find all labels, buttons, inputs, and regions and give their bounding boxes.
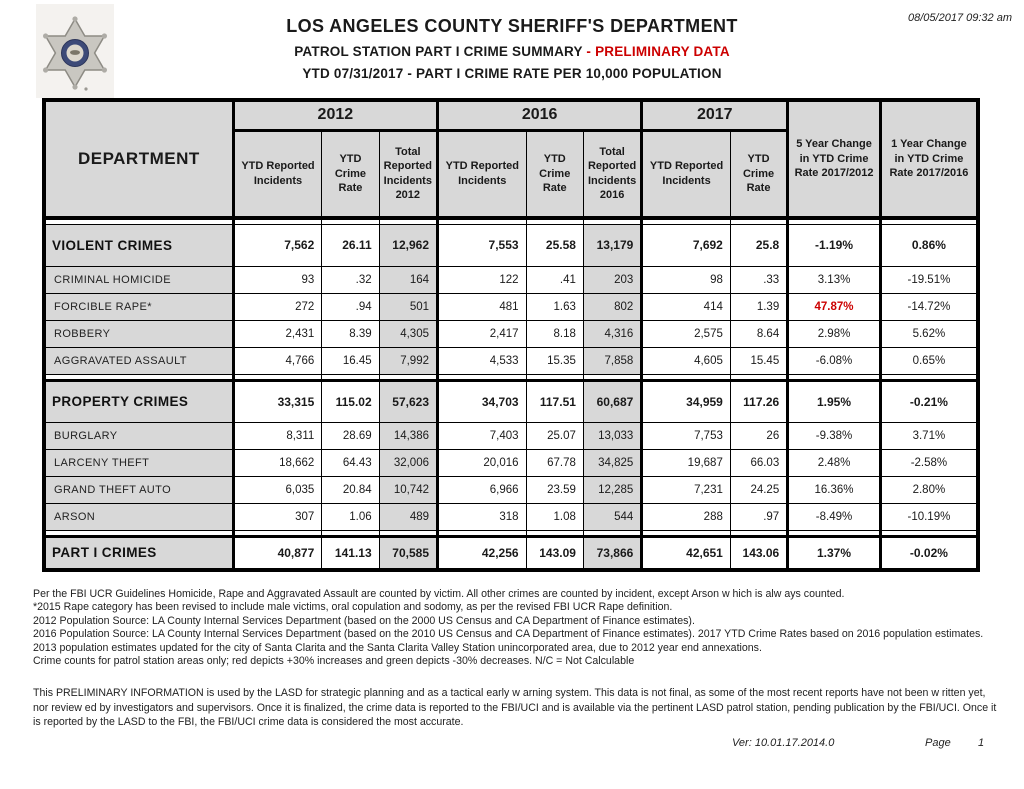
subheader-2012-total: Total Reported Incidents 2012	[379, 130, 437, 218]
report-subtitle	[0, 44, 1024, 59]
value-cell: 7,992	[379, 347, 437, 374]
value-cell: 13,033	[583, 422, 641, 449]
value-cell: 141.13	[322, 536, 379, 570]
value-cell: 143.06	[730, 536, 787, 570]
table-year-header-row	[44, 100, 978, 130]
row-label: VIOLENT CRIMES	[44, 224, 233, 266]
value-cell: 60,687	[583, 380, 641, 422]
value-cell: -10.19%	[880, 503, 978, 530]
value-cell: 19,687	[642, 449, 731, 476]
value-cell: 117.51	[526, 380, 583, 422]
footnote-line: Crime counts for patrol station areas only; red depicts +30% increases and green depicts -30% decreases. N/C = Not Calculable	[33, 655, 635, 668]
subheader-2012-crime-rate: YTD Crime Rate	[322, 130, 379, 218]
value-cell: 117.26	[730, 380, 787, 422]
value-cell: 2.48%	[788, 449, 881, 476]
value-cell: 12,962	[379, 224, 437, 266]
value-cell: 4,533	[438, 347, 527, 374]
value-cell: 10,742	[379, 476, 437, 503]
value-cell: 98	[642, 266, 731, 293]
value-cell: 24.25	[730, 476, 787, 503]
property-crimes-summary-row	[44, 380, 978, 422]
footnote-line: 2013 population estimates updated for the city of Santa Clarita and the Santa Clarita Valley Station unincorporated area, due to 2012 year end annexations.	[33, 641, 762, 654]
value-cell: 34,959	[642, 380, 731, 422]
value-cell: 34,825	[583, 449, 641, 476]
report-subtitle-text: PATROL STATION PART I CRIME SUMMARY	[294, 44, 583, 59]
value-cell: 18,662	[233, 449, 322, 476]
value-cell: 26	[730, 422, 787, 449]
value-cell: 8.64	[730, 320, 787, 347]
value-cell: 272	[233, 293, 322, 320]
department-column-header: DEPARTMENT	[44, 100, 233, 218]
row-label: FORCIBLE RAPE*	[44, 293, 233, 320]
value-cell: 23.59	[526, 476, 583, 503]
value-cell: 1.95%	[788, 380, 881, 422]
value-cell: 64.43	[322, 449, 379, 476]
value-cell: 13,179	[583, 224, 641, 266]
page-label: Page	[925, 737, 951, 749]
value-cell: 67.78	[526, 449, 583, 476]
value-cell: 489	[379, 503, 437, 530]
value-cell: 122	[438, 266, 527, 293]
row-label: BURGLARY	[44, 422, 233, 449]
value-cell: 544	[583, 503, 641, 530]
value-cell: -1.19%	[788, 224, 881, 266]
value-cell: 26.11	[322, 224, 379, 266]
subheader-2017-ytd-incidents: YTD Reported Incidents	[642, 130, 731, 218]
year-header-2016: 2016	[438, 100, 642, 130]
value-cell: 93	[233, 266, 322, 293]
value-cell: 481	[438, 293, 527, 320]
value-cell: 2,575	[642, 320, 731, 347]
grand-theft-auto-row	[44, 476, 978, 503]
subheader-2017-crime-rate: YTD Crime Rate	[730, 130, 787, 218]
value-cell: 15.35	[526, 347, 583, 374]
version-label: Ver: 10.01.17.2014.0	[732, 737, 835, 749]
burglary-row	[44, 422, 978, 449]
value-cell: 25.58	[526, 224, 583, 266]
value-cell: 20,016	[438, 449, 527, 476]
value-cell: 1.39	[730, 293, 787, 320]
value-cell: 307	[233, 503, 322, 530]
crime-summary-table-wrap	[42, 98, 980, 572]
year-header-2017: 2017	[642, 100, 788, 130]
change-1yr-header: 1 Year Change in YTD Crime Rate 2017/2016	[880, 100, 978, 218]
value-cell: 7,562	[233, 224, 322, 266]
report-title: LOS ANGELES COUNTY SHERIFF'S DEPARTMENT	[286, 16, 738, 36]
value-cell: 6,035	[233, 476, 322, 503]
aggravated-assault-row	[44, 347, 978, 374]
value-cell: 1.06	[322, 503, 379, 530]
value-cell: .33	[730, 266, 787, 293]
value-cell: .97	[730, 503, 787, 530]
value-cell: 33,315	[233, 380, 322, 422]
subheader-2012-ytd-incidents: YTD Reported Incidents	[233, 130, 322, 218]
value-cell: 70,585	[379, 536, 437, 570]
value-cell: 6,966	[438, 476, 527, 503]
page-number: 1	[978, 737, 985, 749]
value-cell: 7,858	[583, 347, 641, 374]
value-cell: 25.07	[526, 422, 583, 449]
value-cell: 0.65%	[880, 347, 978, 374]
value-cell: .32	[322, 266, 379, 293]
value-cell: 1.37%	[788, 536, 881, 570]
value-cell: 7,692	[642, 224, 731, 266]
value-cell: 7,231	[642, 476, 731, 503]
row-label: ARSON	[44, 503, 233, 530]
row-label: PART I CRIMES	[44, 536, 233, 570]
value-cell: 2.80%	[880, 476, 978, 503]
value-cell: 3.71%	[880, 422, 978, 449]
value-cell: 4,766	[233, 347, 322, 374]
value-cell: 57,623	[379, 380, 437, 422]
violent-crimes-summary-row	[44, 224, 978, 266]
subheader-2016-total: Total Reported Incidents 2016	[583, 130, 641, 218]
footnotes-block	[33, 588, 1013, 668]
value-cell: 42,651	[642, 536, 731, 570]
value-cell: 288	[642, 503, 731, 530]
value-cell: 2,417	[438, 320, 527, 347]
value-cell: 16.45	[322, 347, 379, 374]
value-cell: -14.72%	[880, 293, 978, 320]
value-cell: 4,305	[379, 320, 437, 347]
value-cell: 501	[379, 293, 437, 320]
row-label: ROBBERY	[44, 320, 233, 347]
value-cell: 7,553	[438, 224, 527, 266]
forcible-rape-row	[44, 293, 978, 320]
value-cell: 143.09	[526, 536, 583, 570]
value-cell: 1.08	[526, 503, 583, 530]
value-cell: 4,316	[583, 320, 641, 347]
value-cell: 8.39	[322, 320, 379, 347]
value-cell: 16.36%	[788, 476, 881, 503]
value-cell: 2.98%	[788, 320, 881, 347]
value-cell: -0.21%	[880, 380, 978, 422]
value-cell: 318	[438, 503, 527, 530]
footnote-line: *2015 Rape category has been revised to include male victims, oral copulation and sodomy, as per the revised FBI UCR Rape definition.	[33, 601, 673, 614]
row-label: AGGRAVATED ASSAULT	[44, 347, 233, 374]
value-cell: 32,006	[379, 449, 437, 476]
value-cell: 2,431	[233, 320, 322, 347]
value-cell: 1.63	[526, 293, 583, 320]
value-cell: -9.38%	[788, 422, 881, 449]
crime-summary-table	[42, 98, 980, 572]
value-cell: 802	[583, 293, 641, 320]
value-cell: -19.51%	[880, 266, 978, 293]
row-label: LARCENY THEFT	[44, 449, 233, 476]
preliminary-data-flag: - PRELIMINARY DATA	[586, 44, 730, 59]
value-cell: 66.03	[730, 449, 787, 476]
larceny-theft-row	[44, 449, 978, 476]
row-label: GRAND THEFT AUTO	[44, 476, 233, 503]
disclaimer-paragraph: This PRELIMINARY INFORMATION is used by the LASD for strategic planning and as a tactical early w arning system. This data is not final, as some of the most recent reports have not been w ritten yet, nor review ed by investigators and supervisors. Once it is finalized, the crime data is reported to the FBI/UCI and is available via the pertinent LASD patrol station, pending publication by the FBI/UCI. Once it is reported by the LASD to the FBI, the FBI/UCI crime data is considered the most accurate.	[33, 687, 997, 728]
value-cell: 115.02	[322, 380, 379, 422]
arson-row	[44, 503, 978, 530]
value-cell: 8.18	[526, 320, 583, 347]
value-cell: -2.58%	[880, 449, 978, 476]
value-cell: 28.69	[322, 422, 379, 449]
value-cell: 15.45	[730, 347, 787, 374]
value-cell: 25.8	[730, 224, 787, 266]
value-cell: .41	[526, 266, 583, 293]
robbery-row	[44, 320, 978, 347]
value-cell: 8,311	[233, 422, 322, 449]
value-cell: 14,386	[379, 422, 437, 449]
footnote-line: 2016 Population Source: LA County Internal Services Department (based on the 2010 US Census and CA Department of Finance estimates). 2017 YTD Crime Rates based on 2016 population estimates.	[33, 628, 984, 641]
value-cell: 40,877	[233, 536, 322, 570]
value-cell: 0.86%	[880, 224, 978, 266]
part1-crimes-total-row	[44, 536, 978, 570]
value-cell: 7,403	[438, 422, 527, 449]
report-title-block	[0, 16, 1024, 81]
value-cell: 73,866	[583, 536, 641, 570]
value-cell: 4,605	[642, 347, 731, 374]
subheader-2016-ytd-incidents: YTD Reported Incidents	[438, 130, 527, 218]
row-label: PROPERTY CRIMES	[44, 380, 233, 422]
report-period-line: YTD 07/31/2017 - PART I CRIME RATE PER 10,000 POPULATION	[302, 66, 722, 81]
value-cell: -0.02%	[880, 536, 978, 570]
value-cell: 20.84	[322, 476, 379, 503]
value-cell: 5.62%	[880, 320, 978, 347]
value-cell: 12,285	[583, 476, 641, 503]
subheader-2016-crime-rate: YTD Crime Rate	[526, 130, 583, 218]
criminal-homicide-row	[44, 266, 978, 293]
value-cell: -6.08%	[788, 347, 881, 374]
change-5yr-header: 5 Year Change in YTD Crime Rate 2017/2012	[788, 100, 881, 218]
value-cell: 7,753	[642, 422, 731, 449]
footnote-line: Per the FBI UCR Guidelines Homicide, Rape and Aggravated Assault are counted by victim. All other crimes are counted by incident, except Arson w hich is alw ays counted.	[33, 588, 845, 600]
row-label: CRIMINAL HOMICIDE	[44, 266, 233, 293]
print-timestamp: 08/05/2017 09:32 am	[908, 12, 1012, 24]
value-cell: 203	[583, 266, 641, 293]
value-cell: .94	[322, 293, 379, 320]
value-cell: 42,256	[438, 536, 527, 570]
value-cell: 414	[642, 293, 731, 320]
value-cell-alert: 47.87%	[788, 293, 881, 320]
value-cell: -8.49%	[788, 503, 881, 530]
year-header-2012: 2012	[233, 100, 437, 130]
value-cell: 34,703	[438, 380, 527, 422]
value-cell: 3.13%	[788, 266, 881, 293]
footnote-line: 2012 Population Source: LA County Internal Services Department (based on the 2000 US Census and CA Department of Finance estimates).	[33, 614, 695, 627]
value-cell: 164	[379, 266, 437, 293]
